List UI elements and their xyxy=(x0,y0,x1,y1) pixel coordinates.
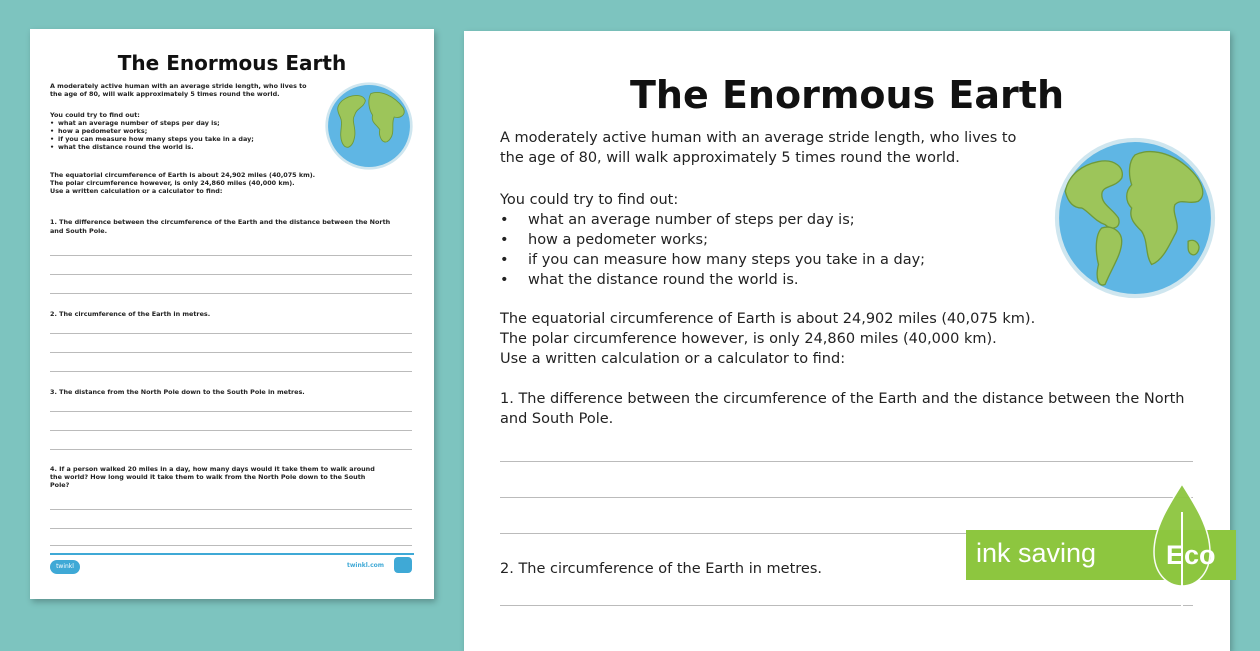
footer-bar xyxy=(50,553,414,555)
thumbnail-q3: 3. The distance from the North Pole down to the South Pole in metres. xyxy=(50,388,305,396)
intro-line-2: the age of 80, will walk approximately 5 times round the world. xyxy=(500,150,960,166)
bullet-text: what the distance round the world is. xyxy=(528,272,799,288)
thumbnail-bullet-text: what an average number of steps per day is; xyxy=(58,119,220,127)
thumbnail-bullet-text: how a pedometer works; xyxy=(58,127,148,135)
fact-line-3: Use a written calculation or a calculator to find: xyxy=(500,351,846,367)
thumbnail-bullet: • if you can measure how many steps you take in a day; xyxy=(50,135,254,143)
thumbnail-q1-line2: and South Pole. xyxy=(50,227,108,235)
answer-line xyxy=(50,411,412,412)
question-1-line-1: 1. The difference between the circumference of the Earth and the distance between the North xyxy=(500,391,1185,407)
answer-line xyxy=(50,352,412,353)
thumbnail-intro-1: A moderately active human with an average stride length, who lives to xyxy=(50,82,307,90)
answer-line xyxy=(50,255,412,256)
question-2: 2. The circumference of the Earth in metres. xyxy=(500,561,823,577)
thumbnail-fact-1: The equatorial circumference of Earth is about 24,902 miles (40,075 km). xyxy=(50,171,316,179)
publisher-logo-icon xyxy=(394,557,412,573)
thumbnail-find-out: You could try to find out: xyxy=(50,111,140,119)
bullet-icon: • xyxy=(500,212,509,228)
answer-line xyxy=(50,371,412,372)
earth-globe-icon xyxy=(1052,135,1218,301)
page-title: The Enormous Earth xyxy=(630,73,1064,117)
thumbnail-q4-line2: the world? How long would it take them to walk from the North Pole down to the South xyxy=(50,473,366,481)
thumbnail-q1-line1: 1. The difference between the circumference of the Earth and the distance between the North xyxy=(50,218,391,226)
thumbnail-bullet-text: if you can measure how many steps you take in a day; xyxy=(58,135,254,143)
eco-label: Eco xyxy=(1166,540,1216,570)
thumbnail-q4-line1: 4. If a person walked 20 miles in a day, how many days would it take them to walk around xyxy=(50,465,375,473)
ink-saving-label: ink saving xyxy=(976,538,1097,568)
worksheet-thumbnail xyxy=(30,29,434,599)
earth-globe-icon xyxy=(324,81,414,171)
find-out-heading: You could try to find out: xyxy=(500,192,679,208)
bullet-icon: • xyxy=(500,272,509,288)
ink-saving-eco-badge xyxy=(966,482,1242,612)
thumbnail-bullet: • what an average number of steps per day is; xyxy=(50,119,220,127)
thumbnail-bullet-text: what the distance round the world is. xyxy=(58,143,194,151)
answer-line xyxy=(500,461,1193,462)
thumbnail-title: The Enormous Earth xyxy=(117,51,347,75)
answer-line xyxy=(50,509,412,510)
fact-line-2: The polar circumference however, is only 24,860 miles (40,000 km). xyxy=(500,331,997,347)
bullet-text: what an average number of steps per day is; xyxy=(528,212,855,228)
bullet-item xyxy=(500,250,925,270)
answer-line xyxy=(50,545,412,546)
thumbnail-q2: 2. The circumference of the Earth in metres. xyxy=(50,310,211,318)
thumbnail-fact-3: Use a written calculation or a calculator to find: xyxy=(50,187,223,195)
bullet-icon: • xyxy=(500,252,509,268)
thumbnail-intro-2: the age of 80, will walk approximately 5 times round the world. xyxy=(50,90,280,98)
answer-line xyxy=(50,528,412,529)
answer-line xyxy=(50,274,412,275)
twinkl-logo: twinkl xyxy=(50,560,80,574)
bullet-icon: • xyxy=(500,232,509,248)
bullet-item xyxy=(500,210,855,230)
intro-line-1: A moderately active human with an average stride length, who lives to xyxy=(500,130,1017,146)
fact-line-1: The equatorial circumference of Earth is about 24,902 miles (40,075 km). xyxy=(500,311,1036,327)
bullet-text: how a pedometer works; xyxy=(528,232,708,248)
bullet-text: if you can measure how many steps you take in a day; xyxy=(528,252,926,268)
answer-line xyxy=(50,430,412,431)
bullet-item xyxy=(500,270,799,290)
answer-line xyxy=(50,449,412,450)
thumbnail-bullet: • how a pedometer works; xyxy=(50,127,148,135)
twinkl-url: twinkl.com xyxy=(347,562,384,569)
thumbnail-q4-line3: Pole? xyxy=(50,481,70,489)
question-1-line-2: and South Pole. xyxy=(500,411,614,427)
answer-line xyxy=(50,293,412,294)
answer-line xyxy=(50,333,412,334)
thumbnail-bullet: • what the distance round the world is. xyxy=(50,143,194,151)
bullet-item xyxy=(500,230,708,250)
thumbnail-fact-2: The polar circumference however, is only 24,860 miles (40,000 km). xyxy=(50,179,295,187)
